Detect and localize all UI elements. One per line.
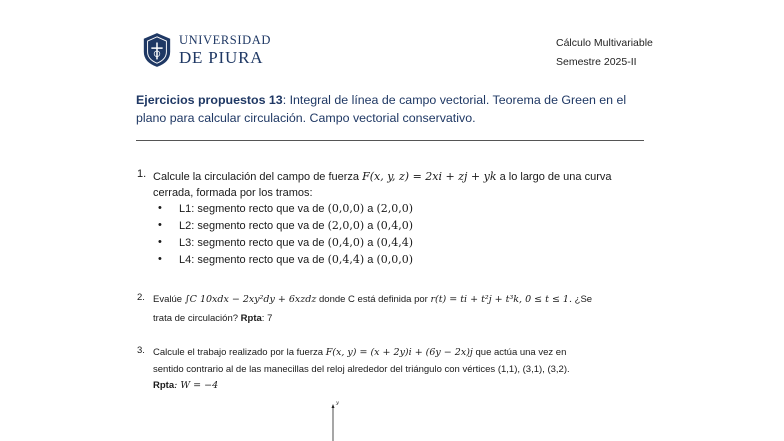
bullet-icon: • xyxy=(158,219,162,231)
university-logo xyxy=(141,28,271,72)
logo-line-universidad: UNIVERSIDAD xyxy=(178,33,271,48)
ex2-curve: r(t) = ti + t²j + t³k, 0 ≤ t ≤ 1. xyxy=(430,294,572,305)
ex1-intro-end: a lo largo de una curva xyxy=(499,171,612,183)
semester: Semestre 2025-II xyxy=(556,56,637,68)
bullet-icon: • xyxy=(158,202,162,214)
ex3-rpta xyxy=(153,377,218,394)
ex1-segment-l2: L2: segmento recto que va de (2,0,0) a (0,4,0) xyxy=(179,219,414,232)
ex1-field: F(x, y, z) = 2xi + zj + yk xyxy=(362,170,497,183)
ex1-line2: cerrada, formada por los tramos: xyxy=(153,187,313,199)
title-bold: Ejercicios propuestos 13 xyxy=(136,93,283,107)
ex3-number: 3. xyxy=(137,345,145,356)
ex3-line1: Calcule el trabajo realizado por la fuerza F(x, y) = (x + 2y)i + (6y − 2x)j que actúa una vez en xyxy=(153,347,567,358)
ex2-line2: trata de circulación? Rpta: 7 xyxy=(153,313,273,324)
ex3-rpta-value: : W = −4 xyxy=(174,380,219,391)
ex3-force: F(x, y) = (x + 2y)i + (6y − 2x)j xyxy=(325,347,473,358)
ex1-segment-l3: L3: segmento recto que va de (0,4,0) a (0,4,4) xyxy=(179,236,414,249)
course-info xyxy=(556,34,653,72)
bullet-icon: • xyxy=(158,253,162,265)
title-divider xyxy=(136,140,644,141)
page-title xyxy=(136,91,656,127)
arrow-up-icon xyxy=(332,404,335,408)
course-name: Cálculo Multivariable xyxy=(556,37,653,49)
ex1-segment-l1: L1: segmento recto que va de (0,0,0) a (2,0,0) xyxy=(179,202,414,215)
figure-axis xyxy=(327,398,347,441)
bullet-icon: • xyxy=(158,236,162,248)
ex2-line1: Evalúe ∫C 10xdx − 2xy²dy + 6xzdz donde C está definida por r(t) = ti + t²j + t³k, 0 ≤ t ≤ 1. ¿Se xyxy=(153,294,593,305)
university-seal-icon xyxy=(141,30,173,70)
ex1-intro: Calcule la circulación del campo de fuerza xyxy=(153,171,360,183)
ex2-rpta-label: Rpta xyxy=(240,313,262,324)
ex2-number: 2. xyxy=(137,292,145,303)
axis-label-y: y xyxy=(336,400,339,406)
ex2-integral: ∫C 10xdx − 2xy²dy + 6xzdz xyxy=(184,294,317,305)
ex1-line1 xyxy=(153,168,612,186)
ex1-segment-l4: L4: segmento recto que va de (0,4,4) a (0,0,0) xyxy=(179,253,414,266)
ex1-number: 1. xyxy=(137,168,147,180)
logo-line-de-piura: DE PIURA xyxy=(178,47,264,67)
title-rest: : Integral de línea de campo vectorial. Teorema de Green en el plano para calcular circulación. Campo vectorial conservativo. xyxy=(136,93,627,125)
ex3-line2: sentido contrario al de las manecillas del reloj alrededor del triángulo con vértices (1,1), (3,1), (3,2). xyxy=(153,364,570,375)
ex2-rpta-value: : 7 xyxy=(261,313,273,324)
ex3-rpta-label: Rpta xyxy=(153,380,175,391)
